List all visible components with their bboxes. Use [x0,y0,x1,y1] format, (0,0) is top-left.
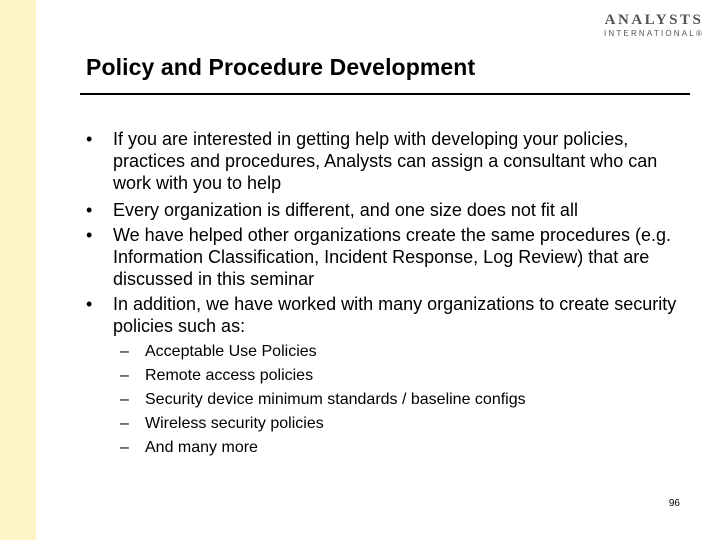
bullet-item: We have helped other organizations create the same procedures (e.g. Information Classification, Incident Response, Log Review) that are discussed in this seminar [113,225,671,289]
title-divider [80,93,690,95]
bullet-item: If you are interested in getting help with developing your policies, practices and procedures, Analysts can assign a consultant who can work with you to help [113,129,658,193]
sub-bullet-marker: – [120,439,129,456]
logo-subtitle: INTERNATIONAL® [603,29,705,38]
sub-bullet-marker: – [120,415,129,432]
slide-title: Policy and Procedure Development [86,54,476,80]
page-number: 96 [668,498,680,509]
sub-bullet-item: Wireless security policies [145,415,324,432]
sub-bullet-item: Security device minimum standards / baseline configs [145,391,526,408]
bullet-item: In addition, we have worked with many organizations to create security policies such as: [113,294,677,336]
bullet-marker: • [86,294,93,314]
sub-bullet-marker: – [120,367,129,384]
sub-bullet-item: Acceptable Use Policies [145,343,317,360]
bullet-item: Every organization is different, and one size does not fit all [113,200,578,220]
bullet-marker: • [86,129,93,149]
logo-wordmark: ANALYSTS [604,12,704,28]
sub-bullet-item: And many more [145,439,258,456]
company-logo [598,12,710,42]
left-decorative-band [0,0,36,540]
bullet-marker: • [86,225,93,245]
sub-bullet-marker: – [120,343,129,360]
bullet-marker: • [86,200,93,220]
sub-bullet-marker: – [120,391,129,408]
sub-bullet-item: Remote access policies [145,367,314,384]
